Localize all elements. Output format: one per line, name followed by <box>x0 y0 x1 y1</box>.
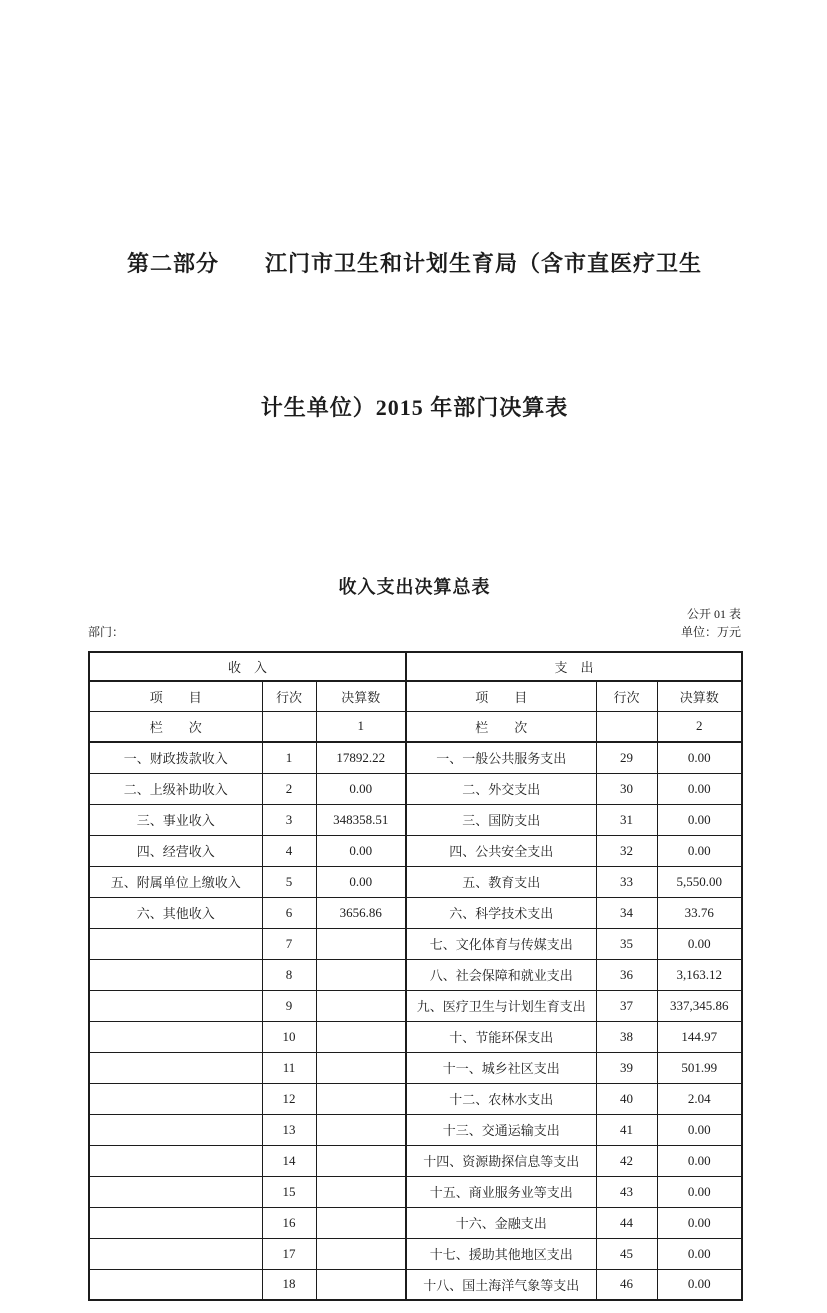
income-amount-cell <box>316 1083 406 1114</box>
income-amount-cell <box>316 1207 406 1238</box>
expense-amount-cell: 501.99 <box>657 1052 742 1083</box>
income-amount-cell <box>316 990 406 1021</box>
expense-line-cell: 41 <box>596 1114 657 1145</box>
expense-line-cell: 40 <box>596 1083 657 1114</box>
income-item-header: 项 目 <box>89 681 262 711</box>
section-header-row <box>89 652 742 681</box>
expense-amount-cell: 0.00 <box>657 1269 742 1300</box>
expense-item-cell: 十六、金融支出 <box>406 1207 596 1238</box>
table-row <box>89 1269 742 1300</box>
income-line-cell: 4 <box>262 835 316 866</box>
income-amount-cell: 0.00 <box>316 835 406 866</box>
income-line-cell: 9 <box>262 990 316 1021</box>
expense-amount-cell: 0.00 <box>657 742 742 773</box>
expense-item-cell: 一、一般公共服务支出 <box>406 742 596 773</box>
expense-item-cell: 十、节能环保支出 <box>406 1021 596 1052</box>
table-row <box>89 1145 742 1176</box>
income-amount-cell <box>316 959 406 990</box>
expense-line-cell: 38 <box>596 1021 657 1052</box>
income-line-cell: 16 <box>262 1207 316 1238</box>
expense-item-cell: 十三、交通运输支出 <box>406 1114 596 1145</box>
expense-amount-cell: 0.00 <box>657 773 742 804</box>
expense-line-cell: 34 <box>596 897 657 928</box>
income-amount-cell <box>316 928 406 959</box>
expense-amount-cell: 0.00 <box>657 1145 742 1176</box>
income-amount-cell <box>316 1238 406 1269</box>
final-accounts-table <box>88 651 743 1301</box>
expense-line-cell: 32 <box>596 835 657 866</box>
income-line-cell: 2 <box>262 773 316 804</box>
income-amount-cell <box>316 1052 406 1083</box>
expense-item-cell: 八、社会保障和就业支出 <box>406 959 596 990</box>
income-item-cell: 二、上级补助收入 <box>89 773 262 804</box>
expense-amount-cell: 5,550.00 <box>657 866 742 897</box>
income-line-cell: 12 <box>262 1083 316 1114</box>
expense-amount-cell: 0.00 <box>657 835 742 866</box>
expense-item-cell: 九、医疗卫生与计划生育支出 <box>406 990 596 1021</box>
table-row <box>89 1176 742 1207</box>
expense-line-cell: 39 <box>596 1052 657 1083</box>
table-row <box>89 1114 742 1145</box>
table-row <box>89 990 742 1021</box>
income-item-cell: 三、事业收入 <box>89 804 262 835</box>
income-column-number: 1 <box>316 711 406 742</box>
income-line-cell: 5 <box>262 866 316 897</box>
income-item-cell <box>89 1052 262 1083</box>
income-section-header: 收 入 <box>89 652 406 681</box>
expense-line-cell: 29 <box>596 742 657 773</box>
column-header-row <box>89 681 742 711</box>
expense-amount-cell: 0.00 <box>657 1114 742 1145</box>
income-line-cell: 3 <box>262 804 316 835</box>
meta-row <box>88 623 741 641</box>
expense-line-cell: 43 <box>596 1176 657 1207</box>
column-number-row <box>89 711 742 742</box>
expense-amount-cell: 0.00 <box>657 1207 742 1238</box>
income-line-cell: 1 <box>262 742 316 773</box>
income-line-no-blank <box>262 711 316 742</box>
expense-item-cell: 十五、商业服务业等支出 <box>406 1176 596 1207</box>
income-amount-cell: 348358.51 <box>316 804 406 835</box>
expense-column-number: 2 <box>657 711 742 742</box>
income-item-cell <box>89 1207 262 1238</box>
document-page <box>0 144 827 1313</box>
table-row <box>89 897 742 928</box>
income-amount-cell <box>316 1114 406 1145</box>
expense-section-header: 支 出 <box>406 652 742 681</box>
expense-amount-cell: 0.00 <box>657 1238 742 1269</box>
income-column-row-label: 栏 次 <box>89 711 262 742</box>
income-line-cell: 15 <box>262 1176 316 1207</box>
table-row <box>89 928 742 959</box>
table-title: 收入支出决算总表 <box>338 577 491 597</box>
expense-line-no-header: 行次 <box>596 681 657 711</box>
income-line-cell: 13 <box>262 1114 316 1145</box>
expense-line-cell: 30 <box>596 773 657 804</box>
income-amount-cell <box>316 1269 406 1300</box>
income-amount-cell <box>316 1145 406 1176</box>
income-amount-header: 决算数 <box>316 681 406 711</box>
income-line-cell: 7 <box>262 928 316 959</box>
expense-amount-cell: 0.00 <box>657 928 742 959</box>
income-item-cell <box>89 1269 262 1300</box>
table-row <box>89 1207 742 1238</box>
expense-item-cell: 十四、资源勘探信息等支出 <box>406 1145 596 1176</box>
expense-amount-cell: 0.00 <box>657 1176 742 1207</box>
expense-line-cell: 33 <box>596 866 657 897</box>
expense-line-cell: 44 <box>596 1207 657 1238</box>
expense-line-cell: 46 <box>596 1269 657 1300</box>
income-line-cell: 6 <box>262 897 316 928</box>
income-item-cell: 四、经营收入 <box>89 835 262 866</box>
expense-item-cell: 十二、农林水支出 <box>406 1083 596 1114</box>
expense-line-cell: 45 <box>596 1238 657 1269</box>
document-title-line2: 计生单位）2015 年部门决算表 <box>260 395 569 420</box>
table-row <box>89 835 742 866</box>
table-row <box>89 742 742 773</box>
expense-amount-cell: 337,345.86 <box>657 990 742 1021</box>
income-amount-cell <box>316 1021 406 1052</box>
expense-line-cell: 42 <box>596 1145 657 1176</box>
income-amount-cell: 0.00 <box>316 773 406 804</box>
income-item-cell: 六、其他收入 <box>89 897 262 928</box>
income-item-cell <box>89 1021 262 1052</box>
document-title <box>88 144 741 528</box>
expense-item-cell: 五、教育支出 <box>406 866 596 897</box>
income-line-cell: 8 <box>262 959 316 990</box>
expense-item-cell: 六、科学技术支出 <box>406 897 596 928</box>
income-amount-cell <box>316 1176 406 1207</box>
expense-amount-cell: 3,163.12 <box>657 959 742 990</box>
income-item-cell <box>89 928 262 959</box>
expense-amount-cell: 2.04 <box>657 1083 742 1114</box>
expense-amount-cell: 0.00 <box>657 804 742 835</box>
expense-amount-header: 决算数 <box>657 681 742 711</box>
income-item-cell: 五、附属单位上缴收入 <box>89 866 262 897</box>
income-item-cell <box>89 1145 262 1176</box>
table-body <box>89 742 742 1300</box>
table-row <box>89 1021 742 1052</box>
table-row <box>89 804 742 835</box>
income-line-cell: 17 <box>262 1238 316 1269</box>
income-line-cell: 18 <box>262 1269 316 1300</box>
income-line-cell: 11 <box>262 1052 316 1083</box>
expense-line-cell: 36 <box>596 959 657 990</box>
income-line-no-header: 行次 <box>262 681 316 711</box>
expense-item-header: 项 目 <box>406 681 596 711</box>
table-row <box>89 1238 742 1269</box>
table-row <box>89 866 742 897</box>
expense-column-row-label: 栏 次 <box>406 711 596 742</box>
unit-label: 单位：万元 <box>680 625 741 639</box>
expense-item-cell: 四、公共安全支出 <box>406 835 596 866</box>
document-title-line1: 第二部分 江门市卫生和计划生育局（含市直医疗卫生 <box>126 251 702 276</box>
income-amount-cell: 3656.86 <box>316 897 406 928</box>
expense-line-cell: 37 <box>596 990 657 1021</box>
income-item-cell <box>89 1238 262 1269</box>
expense-item-cell: 十八、国土海洋气象等支出 <box>406 1269 596 1300</box>
table-row <box>89 1052 742 1083</box>
expense-item-cell: 七、文化体育与传媒支出 <box>406 928 596 959</box>
income-line-cell: 10 <box>262 1021 316 1052</box>
expense-item-cell: 十七、援助其他地区支出 <box>406 1238 596 1269</box>
expense-item-cell: 二、外交支出 <box>406 773 596 804</box>
income-item-cell <box>89 959 262 990</box>
expense-amount-cell: 33.76 <box>657 897 742 928</box>
income-item-cell <box>89 1176 262 1207</box>
income-item-cell <box>89 1114 262 1145</box>
expense-item-cell: 十一、城乡社区支出 <box>406 1052 596 1083</box>
expense-line-no-blank <box>596 711 657 742</box>
income-item-cell: 一、财政拨款收入 <box>89 742 262 773</box>
expense-line-cell: 31 <box>596 804 657 835</box>
expense-line-cell: 35 <box>596 928 657 959</box>
expense-amount-cell: 144.97 <box>657 1021 742 1052</box>
table-row <box>89 959 742 990</box>
income-item-cell <box>89 990 262 1021</box>
table-row <box>89 773 742 804</box>
department-label: 部门： <box>88 625 125 639</box>
income-amount-cell: 17892.22 <box>316 742 406 773</box>
table-row <box>89 1083 742 1114</box>
income-item-cell <box>89 1083 262 1114</box>
income-amount-cell: 0.00 <box>316 866 406 897</box>
table-code: 公开 01 表 <box>686 607 741 621</box>
income-line-cell: 14 <box>262 1145 316 1176</box>
expense-item-cell: 三、国防支出 <box>406 804 596 835</box>
